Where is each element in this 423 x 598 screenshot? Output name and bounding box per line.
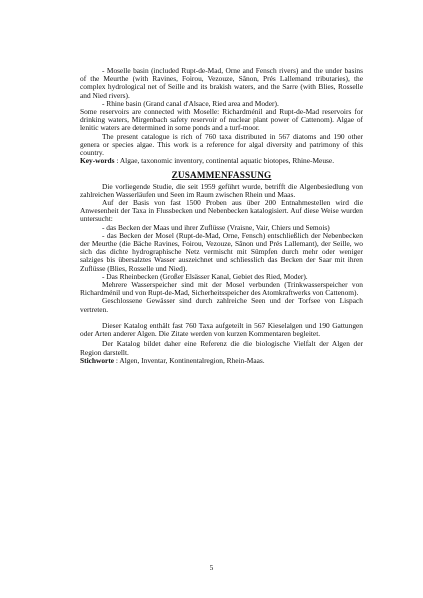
german-rhein-paragraph: - Das Rheinbecken (Großer Elsässer Kanal, Gebiet des Ried, Moder). — [102, 271, 308, 281]
stichworte-text: : Algen, Inventar, Kontinentalregion, Rhein-Maas. — [114, 355, 265, 365]
german-reference-paragraph: Der Katalog bildet daher eine Referenz die die biologische Vielfalt der Algen der Region darstellt. — [80, 339, 363, 357]
zusammenfassung-heading: ZUSAMMENFASSUNG — [171, 170, 272, 181]
page-number: 5 — [209, 563, 214, 572]
stichworte-line — [80, 357, 363, 365]
german-reservoirs-paragraph: Mehrere Wasserspeicher sind mit der Mosel verbunden (Trinkwasserspeicher von Richardménil und von Rupt-de-Mad, Sicherheitsspeicher des Atomkraftwerks von Cattenom). — [80, 280, 363, 298]
reservoirs-paragraph: Some reservoirs are connected with Moselle: Richardménil and Rupt-de-Mad reservoirs for drinking waters, Mirgenbach safety reservoir of nuclear plant power of Cattenom). Algae of lenitic waters are determined in some ponds and a turf-moor. — [80, 107, 363, 133]
keywords-line — [80, 157, 363, 165]
german-catalogue-paragraph: Dieser Katalog enthält fast 760 Taxa aufgeteilt in 567 Kieselalgen und 190 Gattungen oder Arten anderer Algen. Die Zitate werden von kurzen Kommentaren begleitet. — [80, 320, 363, 339]
catalogue-paragraph: The present catalogue is rich of 760 taxa distributed in 567 diatoms and 190 other genera or species algae. This work is a reference for algal diversity and patrimony of this country. — [80, 131, 363, 158]
german-closed-waters-paragraph: Geschlossene Gewässer sind durch zahlreiche Seen und der Torfsee von Lispach vertreten. — [80, 296, 363, 314]
keywords-label: Key-words — [80, 156, 115, 166]
german-intro-paragraph: Die vorliegende Studie, die seit 1959 geführt wurde, betrifft die Algenbesiedlung von zahlreichen Wasserläufen und Seen im Raum zwischen Rhein und Maas. — [80, 181, 363, 199]
page-body — [80, 67, 363, 365]
german-samples-paragraph: Auf der Basis von fast 1500 Proben aus über 200 Entnahmestellen wird die Anwesenheit der Taxa in Flussbecken und Nebenbecken katalogisiert. Auf diese Weise wurden untersucht: — [80, 198, 363, 224]
keywords-text: : Algae, taxonomic inventory, continental aquatic biotopes, Rhine-Meuse. — [114, 156, 335, 166]
german-maas-paragraph: - das Becken der Maas und ihrer Zuflüsse (Vraisne, Vair, Chiers und Semois) — [102, 222, 330, 232]
moselle-basin-paragraph: - Moselle basin (included Rupt-de-Mad, Orne and Fensch rivers) and the under basins of the Meurthe (with Ravines, Foirou, Vezouze, Sânon, Prés Lallemand tributaries), the complex hydrological net of Seille and its brakish waters, and the Sarre (with Blies, Rosselle and Nied rivers). — [80, 66, 363, 100]
rhine-basin-paragraph: - Rhine basin (Grand canal d'Alsace, Ried area and Moder). — [102, 98, 279, 108]
stichworte-label: Stichworte — [80, 355, 115, 365]
german-mosel-paragraph: - das Becken der Mosel (Rupt-de-Mad, Orne, Fensch) entschließlich der Nebenbecken der Meurthe (die Bäche Ravines, Foirou, Vezouze, Sânon und Prés Lallemant), der Seille, wo sich das dichte hydrographische Netz vermischt mit Sümpfen durch mehr oder weniger salziges bis übersalztes Wasser auszeichnet und schliesslich das Becken der Saar mit ihren Zuflüsse (Blies, Rosselle und Nied). — [80, 230, 363, 273]
